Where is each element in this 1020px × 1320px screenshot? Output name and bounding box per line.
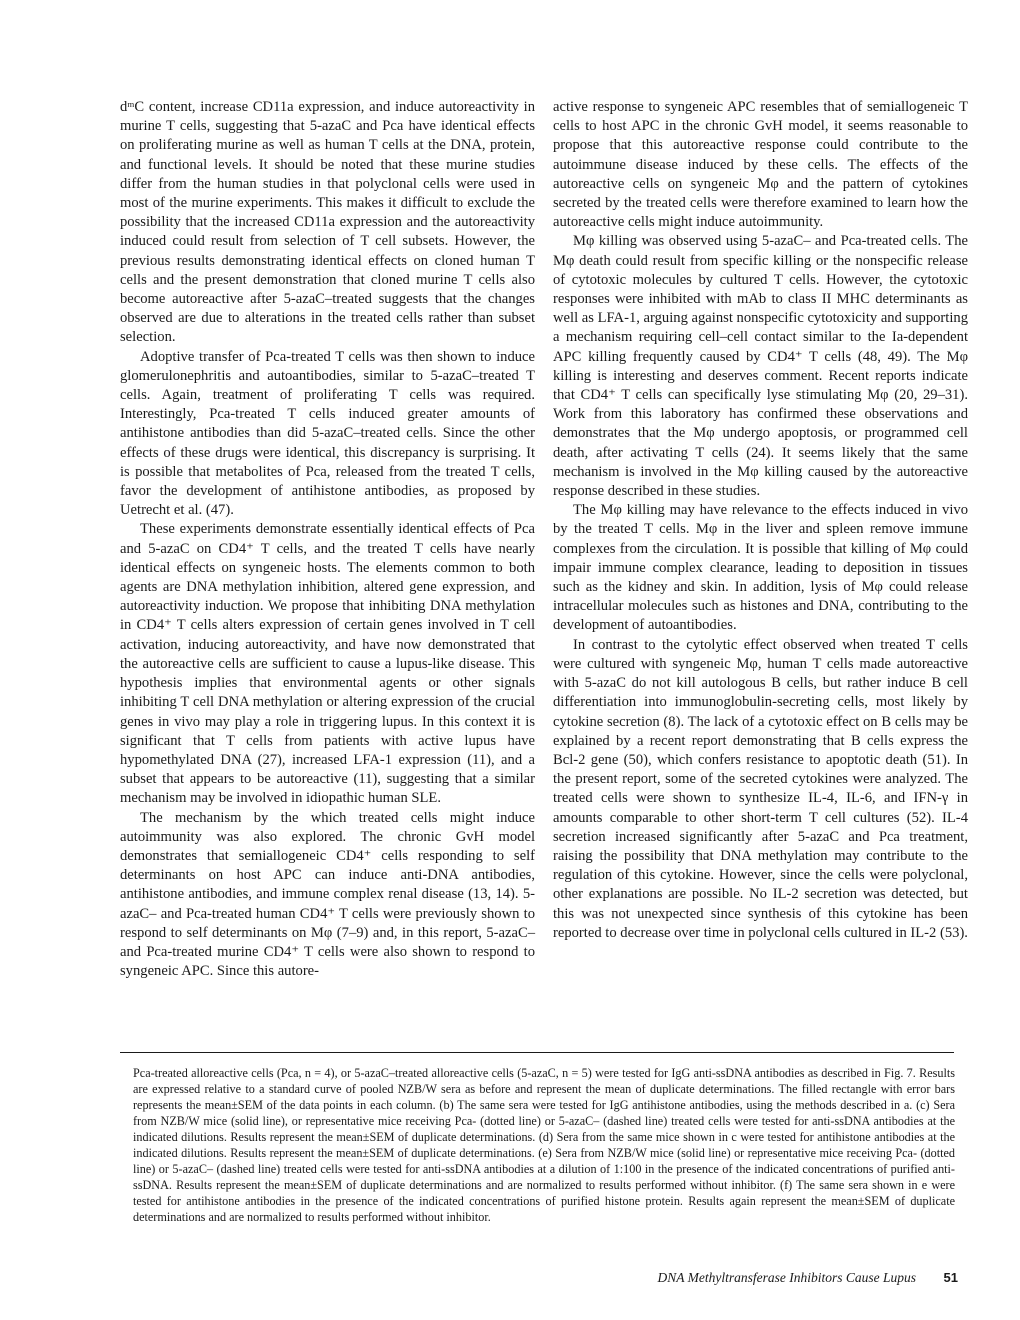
- paragraph: active response to syngeneic APC resembles that of semiallogeneic T cells to host APC in the chronic GvH model, it seems reasonable to propose that this autoreactive response could contribute to the autoimmune disease induced by these cells. The effects of the autoreactive cells on syngeneic Mφ and the pattern of cytokines secreted by the treated cells were therefore examined to learn how the autoreactive cells might induce autoimmunity.: [553, 99, 968, 231]
- paragraph: These experiments demonstrate essentially identical effects of Pca and 5-azaC on CD4⁺ T cells, and the treated T cells have nearly identical effects on syngeneic hosts. The elements common to both agents are DNA methylation inhibition, altered gene expression, and autoreactivity induction. We propose that inhibiting DNA methylation in CD4⁺ T cells alters expression of certain genes involved in T cell activation, inducing autoreactivity, and have now demonstrated that the autoreactive cells are sufficient to cause a lupus-like disease. This hypothesis implies that environmental agents or other signals inhibiting T cell DNA methylation or altering expression of the crucial genes in vivo may play a role in triggering lupus. In this context it is significant that T cells from patients with active lupus have hypomethylated DNA (27), increased LFA-1 expression (11), and a subset that appears to be autoreactive (11), suggesting that a similar mechanism may be involved in idiopathic human SLE.: [120, 521, 535, 807]
- left-column: [120, 98, 535, 981]
- running-title: DNA Methyltransferase Inhibitors Cause Lupus: [657, 1270, 916, 1285]
- figure-caption: [133, 1065, 955, 1225]
- paragraph: Adoptive transfer of Pca-treated T cells was then shown to induce glomerulonephritis and autoantibodies, similar to 5-azaC–treated T cells. Again, treatment of proliferating T cells was required. Interestingly, Pca-treated T cells induced greater amounts of antihistone antibodies than did 5-azaC–treated cells. Since the other effects of these drugs were identical, this discrepancy is surprising. It is possible that metabolites of Pca, released from the treated T cells, favor the development of antihistone antibodies, as proposed by Uetrecht et al. (47).: [120, 348, 535, 519]
- paragraph: The Mφ killing may have relevance to the effects induced in vivo by the treated T cells. Mφ in the liver and spleen remove immune complexes from the circulation. It is possible that killing of Mφ could impair immune complex clearance, leading to deposition in tissues such as the kidney and skin. In addition, lysis of Mφ could release intracellular molecules such as histones and DNA, contributing to the development of autoantibodies.: [553, 502, 968, 634]
- paragraph: dᵐC content, increase CD11a expression, and induce autoreactivity in murine T cells, suggesting that 5-azaC and Pca have identical effects on proliferating murine as well as human T cells at the DNA, protein, and functional levels. It should be noted that these murine studies differ from the human studies in that polyclonal cells were used in most of the murine experiments. This makes it difficult to exclude the possibility that the increased CD11a expression and the autoreactivity induced could result from selection of T cell subsets. However, the previous results demonstrating identical effects on cloned human T cells and the present demonstration that cloned murine T cells also become autoreactive after 5-azaC–treated suggests that the changes observed are due to alterations in the treated cells rather than subset selection.: [120, 99, 535, 346]
- paragraph: The mechanism by the which treated cells might induce autoimmunity was also explored. The chronic GvH model demonstrates that semiallogeneic CD4⁺ cells responding to self determinants on host APC can induce anti-DNA antibodies, antihistone antibodies, and immune complex renal disease (13, 14). 5-azaC– and Pca-treated human CD4⁺ T cells were previously shown to respond to self determinants on Mφ (7–9) and, in this report, 5-azaC– and Pca-treated murine CD4⁺ T cells were also shown to respond to syngeneic APC. Since this autore-: [120, 809, 535, 980]
- figure-caption-text: Pca-treated alloreactive cells (Pca, n = 4), or 5-azaC–treated alloreactive cells (5-azaC, n = 5) were tested for IgG anti-ssDNA antibodies as described in Fig. 7. Results are expressed relative to a standard curve of pooled NZB/W sera as before and represent the mean of duplicate determinations. The filled rectangle with error bars represents the mean±SEM of the data points in each column. (b) The same sera were tested for IgG antihistone antibodies, using the methods described in a. (c) Sera from NZB/W mice (solid line), or representative mice receiving Pca- (dotted line) or 5-azaC– (dashed line) treated cells were tested for anti-ssDNA antibodies at the indicated dilutions. Results represent the mean±SEM of duplicate determinations. (d) Sera from the same mice shown in c were tested for antihistone antibodies at the indicated dilutions. Results represent the mean±SEM of duplicate determinations. (e) Sera from NZB/W mice (solid line) or representative mice receiving Pca- (dotted line) or 5-azaC– (dashed line) treated cells were tested for anti-ssDNA antibodies at a dilution of 1:100 in the presence of the indicated concentrations of purified anti-ssDNA. Results represent the mean±SEM of duplicate determinations and are normalized to results performed without inhibitor. (f) The same sera shown in e were tested for antihistone antibodies in the presence of the indicated concentrations of purified histone protein. Results again represent the mean±SEM of duplicate determinations and are normalized to results performed without inhibitor.: [133, 1066, 955, 1224]
- caption-divider: [120, 1052, 954, 1053]
- paragraph: In contrast to the cytolytic effect observed when treated T cells were cultured with syngeneic Mφ, human T cells made autoreactive with 5-azaC do not kill autologous B cells, but rather induce B cell differentiation into immunoglobulin-secreting cells, most likely by cytokine secretion (8). The lack of a cytotoxic effect on B cells may be explained by a recent report demonstrating that B cells express the Bcl-2 gene (50), which confers resistance to apoptotic death (51). In the present report, some of the secreted cytokines were analyzed. The treated cells were shown to synthesize IL-4, IL-6, and IFN-γ in amounts comparable to other short-term T cell cultures (52). IL-4 secretion increased significantly after 5-azaC and Pca treatment, raising the possibility that DNA methylation may contribute to the regulation of this cytokine. However, since the cells were polyclonal, other explanations are possible. No IL-2 secretion was detected, but this was not unexpected since synthesis of this cytokine has been reported to decrease over time in polyclonal cells cultured in IL-2 (53).: [553, 636, 968, 941]
- page-number: 51: [943, 1270, 958, 1285]
- right-column: [553, 98, 968, 943]
- paragraph: Mφ killing was observed using 5-azaC– and Pca-treated cells. The Mφ death could result from specific killing or the nonspecific release of cytotoxic molecules by cultured T cells. However, the cytotoxic responses were inhibited with mAb to class II MHC determinants as well as LFA-1, arguing against nonspecific cytotoxicity and supporting a mechanism requiring cell–cell contact similar to the Ia-dependent APC killing frequently caused by CD4⁺ T cells (48, 49). The Mφ killing is interesting and deserves comment. Recent reports indicate that CD4⁺ T cells can specifically lyse stimulating Mφ (20, 29–31). Work from this laboratory has confirmed these observations and demonstrates that the Mφ undergo apoptosis, or programmed cell death, after activating T cells (24). It seems likely that the same mechanism is involved in the Mφ killing caused by the autoreactive response described in these studies.: [553, 233, 968, 500]
